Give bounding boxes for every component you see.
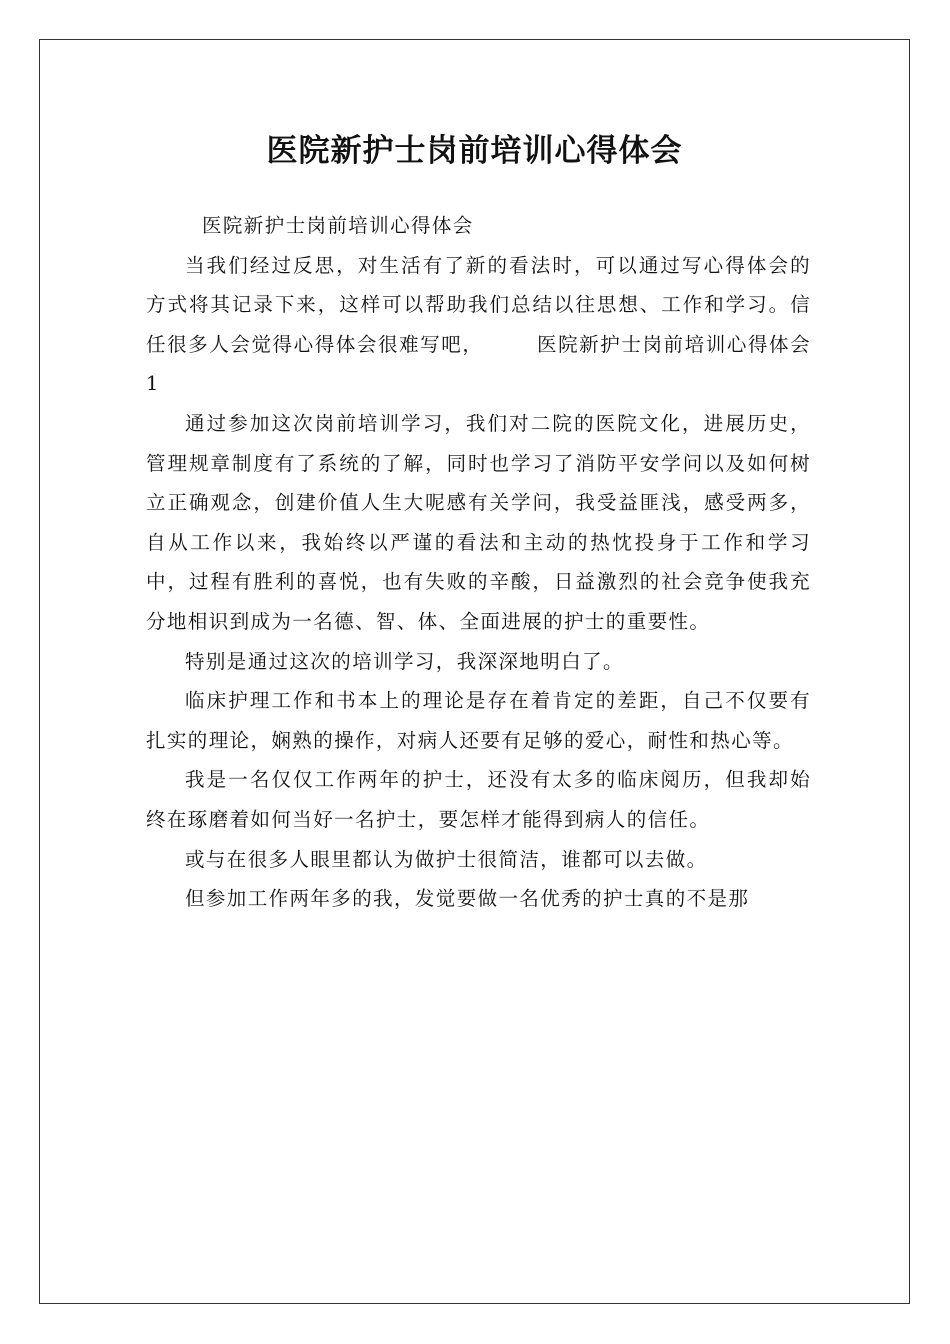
- document-subtitle: 医院新护士岗前培训心得体会: [202, 214, 474, 237]
- paragraph-1: 当我们经过反思，对生活有了新的看法时，可以通过写心得体会的方式将其记录下来，这样可以帮助我们总结以往思想、工作和学习。信任很多人会觉得心得体会很难写吧， 医院新护士岗前培训心得体会1: [146, 253, 811, 396]
- paragraph-2: 通过参加这次岗前培训学习，我们对二院的医院文化，进展历史，管理规章制度有了系统的了解，同时也学习了消防平安学问以及如何树立正确观念，创建价值人生大呢感有关学问，我受益匪浅，感受两多，自从工作以来，我始终以严谨的看法和主动的热忱投身于工作和学习中，过程有胜利的喜悦，也有失败的辛酸，日益激烈的社会竞争使我充分地相识到成为一名德、智、体、全面进展的护士的重要性。: [146, 411, 811, 633]
- paragraph-3: 特别是通过这次的培训学习，我深深地明白了。: [185, 649, 624, 673]
- document-title: 医院新护士岗前培训心得体会: [266, 133, 683, 169]
- paragraph-6: 或与在很多人眼里都认为做护士很简洁，谁都可以去做。: [185, 847, 708, 871]
- paragraph-5: 我是一名仅仅工作两年的护士，还没有太多的临床阅历，但我却始终在琢磨着如何当好一名护士，要怎样才能得到病人的信任。: [146, 768, 811, 831]
- paragraph-7: 但参加工作两年多的我，发觉要做一名优秀的护士真的不是那: [185, 887, 750, 911]
- paragraph-4: 临床护理工作和书本上的理论是存在着肯定的差距，自己不仅要有扎实的理论，娴熟的操作，对病人还要有足够的爱心，耐性和热心等。: [146, 689, 811, 752]
- document-body: [146, 206, 811, 919]
